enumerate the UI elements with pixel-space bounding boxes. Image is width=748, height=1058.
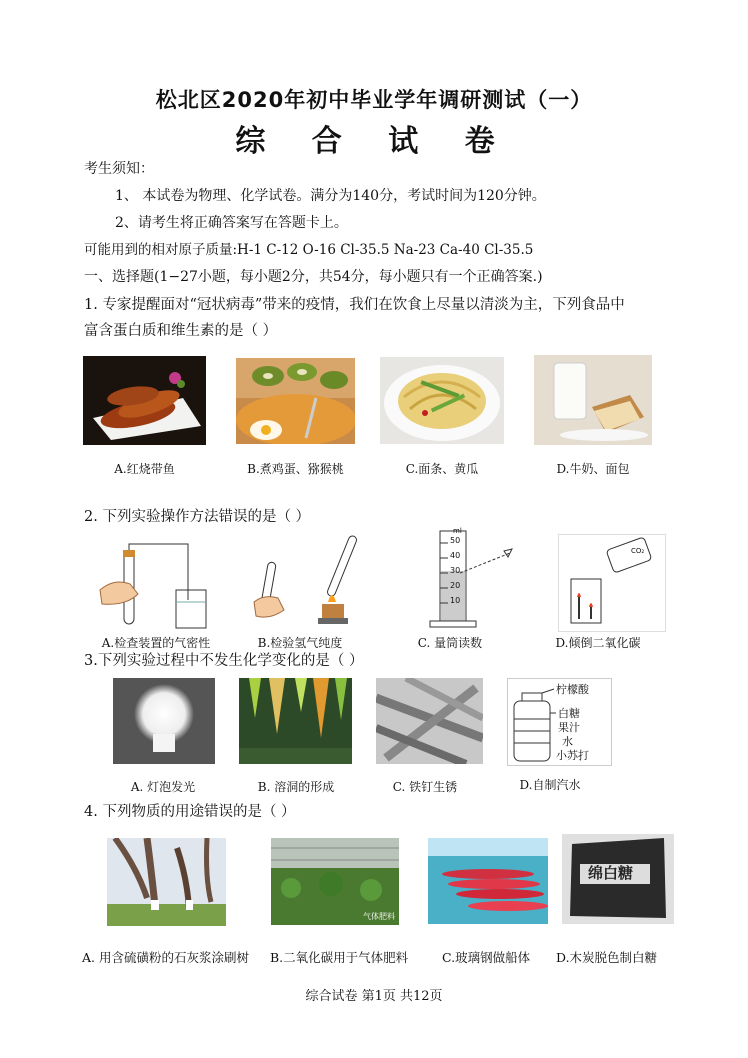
page-title: 松北区2020年初中毕业学年调研测试（一） — [155, 88, 593, 112]
q4-stem: 4. 下列物质的用途错误的是（ ） — [84, 804, 296, 820]
notice-heading: 考生须知： — [84, 161, 154, 177]
section-heading: 一、选择题(1−27小题，每小题2分，共54分，每小题只有一个正确答案.) — [84, 269, 543, 285]
q2-cylinder-tick-40: 40 — [450, 551, 461, 560]
q3-bottle-label-3: 水 — [562, 735, 573, 748]
q1-stem-line1: 1. 专家提醒面对“冠状病毒”带来的疫情，我们在饮食上尽量以清淡为主，下列食品中 — [84, 297, 625, 313]
q3-photo-light-bulb — [113, 678, 215, 764]
page-footer: 综合试卷 第1页 共12页 — [305, 989, 443, 1004]
q2-option-a: A.检查装置的气密性 — [101, 636, 211, 650]
q2-figure-hydrogen-test — [250, 530, 360, 632]
q3-figure-homemade-soda — [507, 678, 612, 766]
q2-cylinder-tick-10: 10 — [450, 596, 461, 605]
q3-stem: 3.下列实验过程中不发生化学变化的是（ ） — [84, 653, 364, 669]
q2-stem: 2. 下列实验操作方法错误的是（ ） — [84, 509, 311, 525]
q2-cylinder-tick-30: 30 — [450, 566, 461, 575]
q3-bottle-label-0: 柠檬酸 — [556, 683, 589, 696]
q4-option-a: A. 用含硫磺粉的石灰浆涂刷树 — [82, 950, 249, 965]
page-subtitle: 综 合 试 卷 — [235, 124, 513, 159]
q3-photo-cave — [239, 678, 352, 764]
q2-option-d: D.倾倒二氧化碳 — [555, 636, 641, 650]
q4-option-d: D.木炭脱色制白糖 — [556, 950, 658, 965]
q1-option-a: A.红烧带鱼 — [114, 462, 175, 476]
q3-option-a: A. 灯泡发光 — [130, 780, 196, 794]
q1-photo-milk-bread — [534, 355, 652, 445]
q1-option-d: D.牛奶、面包 — [556, 462, 630, 476]
q2-option-b: B.检验氢气纯度 — [257, 636, 343, 650]
q1-option-c: C.面条、黄瓜 — [405, 462, 479, 476]
q1-photo-noodles — [380, 357, 504, 444]
q3-bottle-label-4: 小苏打 — [556, 749, 589, 762]
q2-figure-pour-co2 — [558, 534, 666, 632]
q4-photo-b-caption: 气体肥料 — [363, 912, 395, 921]
q1-photo-egg-kiwi — [236, 358, 355, 444]
q1-option-b: B.煮鸡蛋、猕猴桃 — [247, 462, 344, 476]
atomic-mass-line: 可能用到的相对原子质量:H-1 C-12 O-16 Cl-35.5 Na-23 Ca-40 Cl-35.5 — [84, 242, 534, 258]
q3-photo-rusted-nails — [376, 678, 483, 764]
q4-photo-greenhouse — [271, 838, 399, 925]
q4-option-c: C.玻璃钢做船体 — [442, 950, 531, 965]
q3-bottle-label-2: 果汁 — [558, 721, 580, 734]
q4-photo-sugar-bag — [562, 834, 674, 924]
q2-cylinder-tick-50: 50 — [450, 536, 461, 545]
q3-bottle-label-1: 白糖 — [558, 707, 580, 720]
q2-figure-cylinder-reading — [420, 527, 516, 631]
notice-item-1: 1、 本试卷为物理、化学试卷。满分为140分，考试时间为120分钟。 — [115, 188, 546, 204]
notice-item-2: 2、请考生将正确答案写在答题卡上。 — [115, 215, 348, 231]
q2-cylinder-unit: ml — [453, 527, 462, 535]
q2-figure-airtight-check — [96, 540, 216, 632]
q1-photo-fish — [83, 356, 206, 445]
q4-photo-boats — [428, 838, 548, 924]
q4-photo-painted-trees — [107, 838, 226, 926]
q3-option-c: C. 铁钉生锈 — [392, 780, 458, 794]
q2-co2-label: CO₂ — [631, 547, 645, 555]
q1-stem-line2: 富含蛋白质和维生素的是（ ） — [84, 323, 278, 339]
q2-cylinder-tick-20: 20 — [450, 581, 461, 590]
q4-photo-d-label: 绵白糖 — [588, 864, 634, 882]
q4-option-b: B.二氧化碳用于气体肥料 — [270, 950, 409, 965]
q3-option-b: B. 溶洞的形成 — [257, 780, 335, 794]
q3-option-d: D.自制汽水 — [519, 778, 581, 792]
q2-option-c: C. 量筒读数 — [417, 636, 483, 650]
